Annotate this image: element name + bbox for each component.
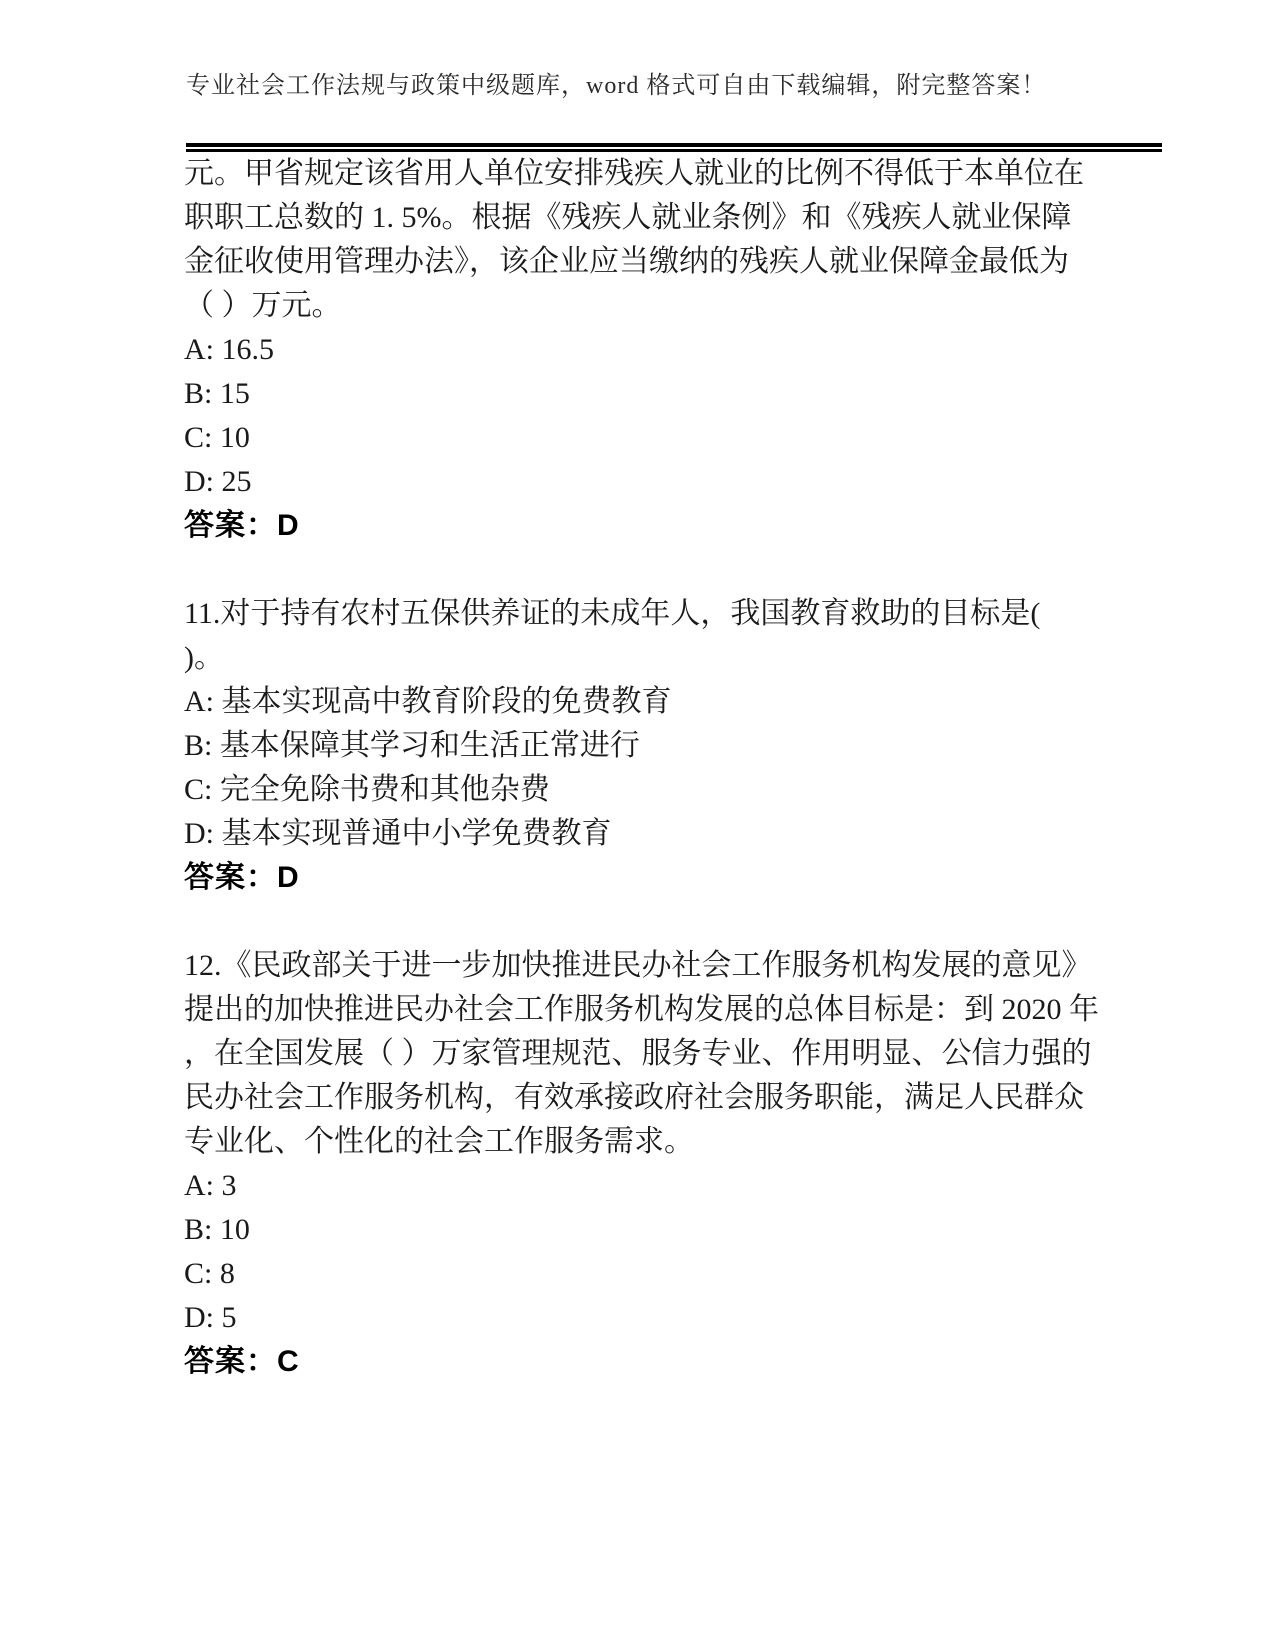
question-block-11 (184, 592, 1174, 900)
option-d: D: 基本实现普通中小学免费教育 (184, 817, 612, 850)
question-stem-line: 11.对于持有农村五保供养证的未成年人，我国教育救助的目标是( (184, 597, 1041, 630)
option-d: D: 5 (184, 1301, 237, 1334)
option-c: C: 8 (184, 1257, 235, 1290)
answer-line: 答案：D (184, 861, 300, 894)
question-stem-line: 元。甲省规定该省用人单位安排残疾人就业的比例不得低于本单位在 (184, 157, 1084, 190)
question-stem-line: 民办社会工作服务机构，有效承接政府社会服务职能，满足人民群众 (184, 1081, 1084, 1114)
answer-line: 答案：C (184, 1345, 300, 1378)
question-stem-line: )。 (184, 641, 224, 674)
question-stem-line: 专业化、个性化的社会工作服务需求。 (184, 1125, 694, 1158)
option-d: D: 25 (184, 465, 252, 498)
option-c: C: 完全免除书费和其他杂费 (184, 773, 550, 806)
question-stem-line: 金征收使用管理办法》，该企业应当缴纳的残疾人就业保障金最低为 (184, 245, 1069, 278)
option-b: B: 10 (184, 1213, 250, 1246)
option-b: B: 15 (184, 377, 250, 410)
question-stem-line: （ ）万元。 (184, 289, 342, 322)
header-divider-rule (186, 143, 1162, 152)
header-title: 专业社会工作法规与政策中级题库，word 格式可自由下载编辑，附完整答案！ (186, 73, 1047, 99)
question-stem-line: 12.《民政部关于进一步加快推进民办社会工作服务机构发展的意见》 (184, 949, 1092, 982)
question-stem-line: 职职工总数的 1. 5%。根据《残疾人就业条例》和《残疾人就业保障 (184, 201, 1072, 234)
option-a: A: 3 (184, 1169, 237, 1202)
question-stem-line: ，在全国发展（ ）万家管理规范、服务专业、作用明显、公信力强的 (184, 1037, 1092, 1070)
document-body (184, 152, 1174, 1384)
answer-line: 答案：D (184, 509, 300, 542)
question-block-10 (184, 152, 1174, 548)
page-header (186, 70, 1162, 102)
option-a: A: 基本实现高中教育阶段的免费教育 (184, 685, 672, 718)
question-stem-line: 提出的加快推进民办社会工作服务机构发展的总体目标是：到 2020 年 (184, 993, 1099, 1026)
option-a: A: 16.5 (184, 333, 274, 366)
option-b: B: 基本保障其学习和生活正常进行 (184, 729, 640, 762)
question-block-12 (184, 944, 1174, 1384)
option-c: C: 10 (184, 421, 250, 454)
